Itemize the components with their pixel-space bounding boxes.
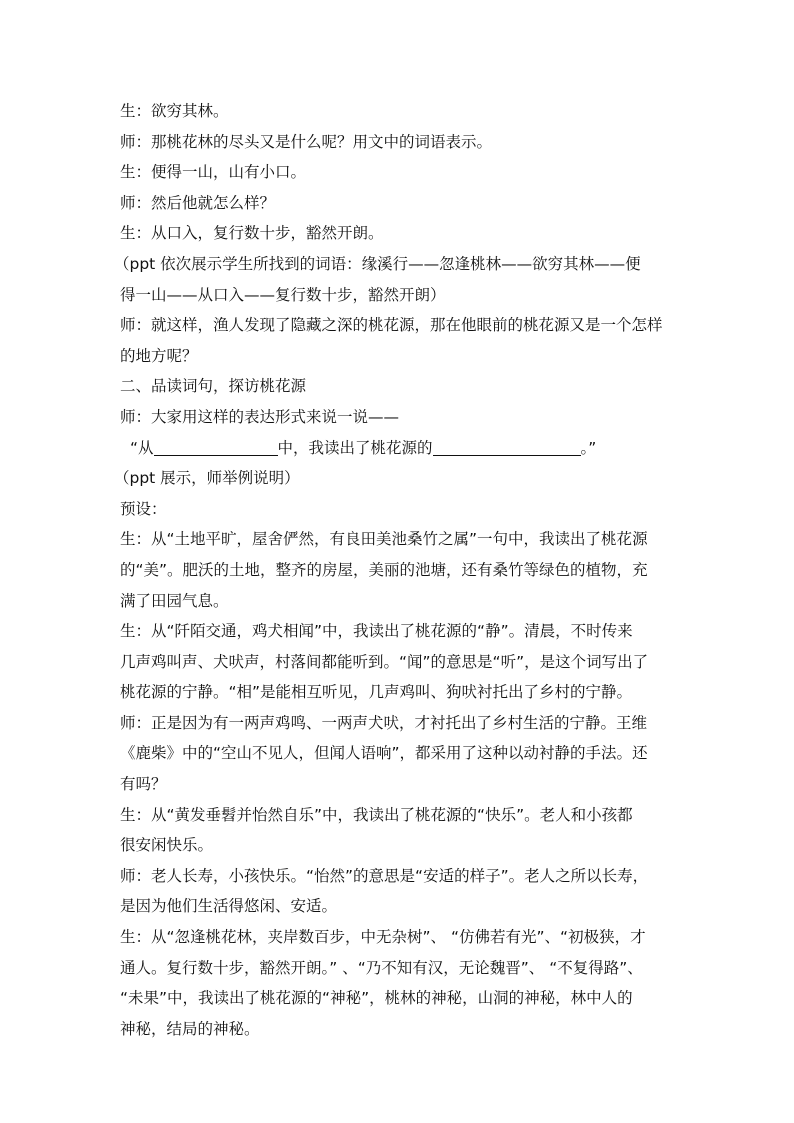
dialogue-line: “未果”中，我读出了桃花源的“神秘”，桃林的神秘，山洞的神秘，林中人的 [120,989,633,1008]
dialogue-line: 生：从口入，复行数十步，豁然开朗。 [120,224,384,243]
dialogue-line: 师：老人长寿，小孩快乐。“怡然”的意思是“安适的样子”。老人之所以长寿， [120,866,649,885]
dialogue-line: 师：大家用这样的表达形式来说一说—— [120,407,400,426]
dialogue-line: 生：从“忽逢桃花林，夹岸数百步，中无杂树”、 “仿佛若有光”、“初极狭，才 [120,928,646,947]
dialogue-line: 是因为他们生活得悠闲、安适。 [120,897,338,916]
dialogue-line: 满了田园气息。 [120,591,229,610]
preset-label: 预设： [120,499,167,518]
section-heading: 二、品读词句，探访桃花源 [120,377,307,396]
dialogue-line: 神秘，结局的神秘。 [120,1019,260,1038]
document-page [114,96,680,1044]
dialogue-line: 很安闲快乐。 [120,836,214,855]
template-start: “从 [130,438,154,457]
ppt-note-line: （ppt 展示，师举例说明） [114,469,300,488]
dialogue-line: 师：那桃花林的尽头又是什么呢？用文中的词语表示。 [120,132,493,151]
dialogue-line: 《鹿柴》中的“空山不见人，但闻人语响”，都采用了这种以动衬静的手法。还 [120,744,648,763]
dialogue-line: 的“美”。肥沃的土地，整齐的房屋，美丽的池塘，还有桑竹等绿色的植物，充 [120,560,648,579]
dialogue-line: 几声鸡叫声、犬吠声，村落间都能听到。“闻”的意思是“听”，是这个词写出了 [120,652,649,671]
template-middle: 中，我读出了桃花源的 [277,438,433,457]
dialogue-line: 师：就这样，渔人发现了隐藏之深的桃花源，那在他眼前的桃花源又是一个怎样 [120,316,663,335]
fill-in-template [120,433,680,464]
dialogue-line: 生：欲穷其林。 [120,102,229,120]
dialogue-line: 师：正是因为有一两声鸡鸣、一两声犬吠，才衬托出了乡村生活的宁静。王维 [120,713,648,732]
dialogue-line: 桃花源的宁静。“相”是能相互听见，几声鸡叫、狗吠衬托出了乡村的宁静。 [120,683,633,702]
dialogue-line: 生：从“阡陌交通，鸡犬相闻”中，我读出了桃花源的“静”。清晨，不时传来 [120,622,633,641]
blank-line [433,437,581,456]
ppt-note-line: （ppt 依次展示学生所找到的词语：缘溪行——忽逢桃林——欲穷其林——便 [114,254,641,273]
blank-line [154,437,278,456]
dialogue-line: 生：从“土地平旷，屋舍俨然，有良田美池桑竹之属”一句中，我读出了桃花源 [120,530,648,549]
template-end: 。” [580,438,597,457]
dialogue-line: 生：便得一山，山有小口。 [120,163,307,182]
dialogue-line: 师：然后他就怎么样？ [120,193,276,212]
dialogue-line: 的地方呢？ [120,346,198,365]
ppt-note-line: 得一山——从口入——复行数十步，豁然开朗） [120,285,446,304]
dialogue-line: 有吗？ [120,775,167,794]
dialogue-line: 生：从“黄发垂髫并怡然自乐”中，我读出了桃花源的“快乐”。老人和小孩都 [120,805,633,824]
dialogue-line: 通人。复行数十步，豁然开朗。” 、“乃不知有汉，无论魏晋”、 “不复得路”、 [120,958,643,977]
